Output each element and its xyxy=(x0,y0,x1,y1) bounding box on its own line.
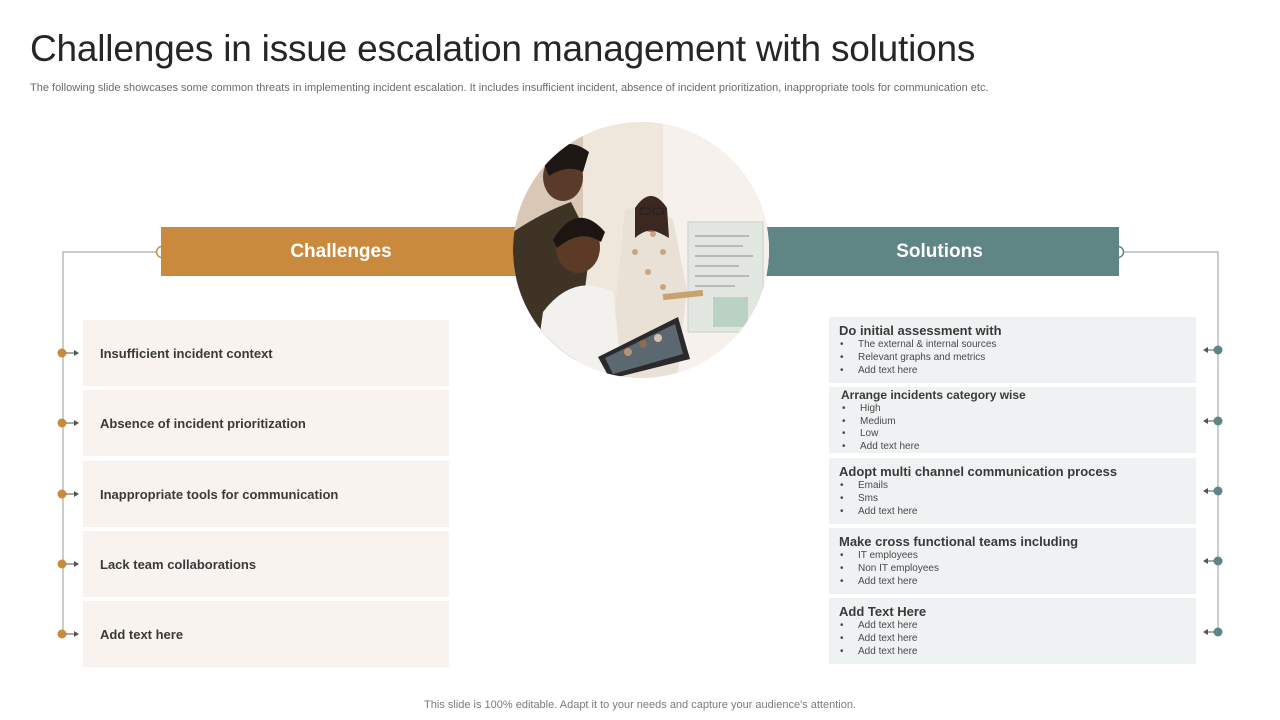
solution-bullets xyxy=(839,403,1196,453)
solution-title: Do initial assessment with xyxy=(839,323,1002,338)
solution-title: Arrange incidents category wise xyxy=(841,388,1026,402)
solution-bullet: • Add text here xyxy=(839,364,1196,377)
challenge-connector-1 xyxy=(58,349,80,358)
challenges-header: Challenges xyxy=(161,227,531,276)
solution-bullet: • The external & internal sources xyxy=(839,338,1196,351)
challenge-connector-4 xyxy=(58,560,80,569)
team-meeting-photo xyxy=(513,122,769,378)
solution-bullet: • Emails xyxy=(839,479,1196,492)
challenge-item: Inappropriate tools for communication xyxy=(83,461,449,527)
challenge-connector-3 xyxy=(58,490,80,499)
challenge-item: Add text here xyxy=(83,601,449,667)
solution-item xyxy=(829,387,1196,453)
solution-bullet: • Sms xyxy=(839,492,1196,505)
solution-bullet: • Add text here xyxy=(839,619,1196,632)
solution-connector-1 xyxy=(1203,346,1223,355)
solution-title: Add Text Here xyxy=(839,604,927,619)
solution-bullets xyxy=(839,549,1196,588)
solution-bullet: • Add text here xyxy=(839,632,1196,645)
challenge-item: Absence of incident prioritization xyxy=(83,390,449,456)
solution-title: Make cross functional teams including xyxy=(839,534,1079,549)
solutions-header: Solutions xyxy=(750,227,1119,276)
solution-item xyxy=(829,317,1196,383)
solution-bullets xyxy=(839,479,1196,518)
solution-connector-5 xyxy=(1203,628,1223,637)
solution-title: Adopt multi channel communication process xyxy=(839,464,1118,479)
challenge-item: Insufficient incident context xyxy=(83,320,449,386)
solution-bullet: • Add text here xyxy=(839,575,1196,588)
solution-bullet: • Relevant graphs and metrics xyxy=(839,351,1196,364)
solution-bullets xyxy=(839,338,1196,377)
solution-item xyxy=(829,458,1196,524)
solution-bullet: • High xyxy=(839,403,1196,416)
solution-bullets xyxy=(839,619,1196,658)
solution-item xyxy=(829,528,1196,594)
challenge-connector-5 xyxy=(58,630,80,639)
solution-connector-4 xyxy=(1203,557,1223,566)
solution-bullet: • IT employees xyxy=(839,549,1196,562)
challenge-item: Lack team collaborations xyxy=(83,531,449,597)
solution-bullet: • Add text here xyxy=(839,441,1196,454)
solution-bullet: • Medium xyxy=(839,416,1196,429)
slide-footer: This slide is 100% editable. Adapt it to your needs and capture your audience's attention. xyxy=(424,699,856,711)
solution-bullet: • Low xyxy=(839,428,1196,441)
solution-connector-2 xyxy=(1203,417,1223,426)
slide-subtitle: The following slide showcases some common threats in implementing incident escalation. It includes insufficient incident, absence of incident prioritization, inappropriate tools for communication etc. xyxy=(30,82,989,94)
solution-bullet: • Add text here xyxy=(839,645,1196,658)
challenge-connector-2 xyxy=(58,419,80,428)
solution-item xyxy=(829,598,1196,664)
solution-bullet: • Add text here xyxy=(839,505,1196,518)
slide-title: Challenges in issue escalation management with solutions xyxy=(30,28,976,69)
challenge-connectors xyxy=(58,349,80,639)
solution-connector-3 xyxy=(1203,487,1223,496)
solution-connectors xyxy=(1203,346,1223,637)
solution-bullet: • Non IT employees xyxy=(839,562,1196,575)
